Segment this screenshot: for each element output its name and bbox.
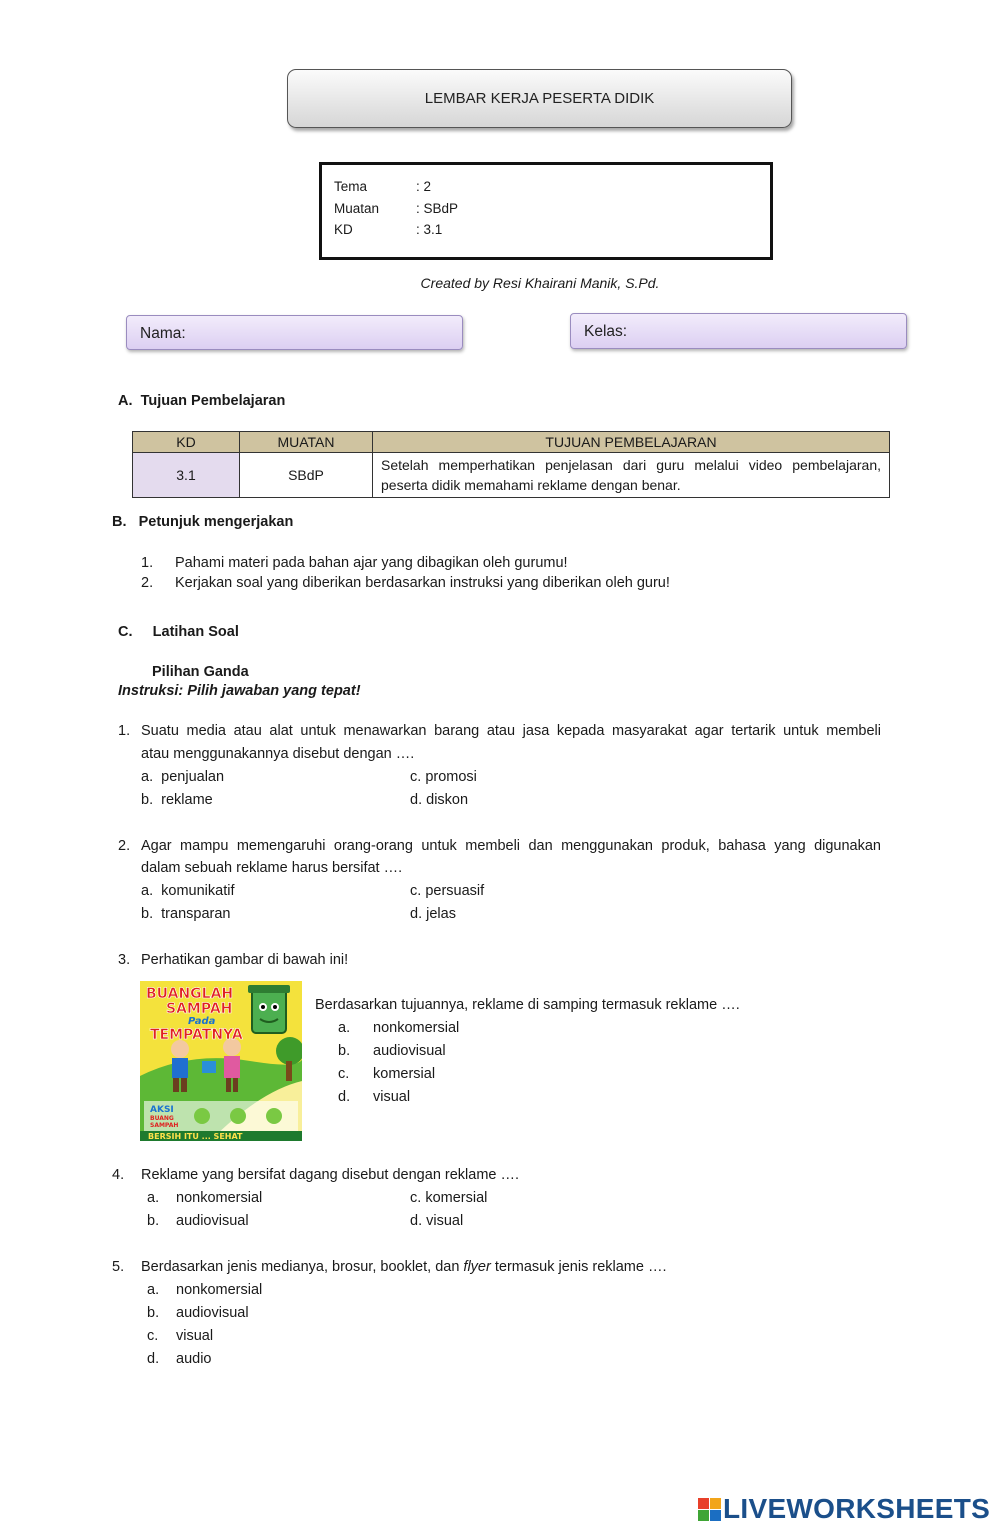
section-b-heading: [112, 514, 293, 530]
info-label: Muatan: [334, 201, 380, 216]
option[interactable]: [141, 880, 235, 903]
nama-label: Nama:: [140, 325, 186, 342]
learning-objectives-table: [132, 431, 890, 498]
question-text-cont: atau menggunakannya disebut dengan ….: [141, 746, 415, 762]
poster-aksi3: SAMPAH: [150, 1122, 179, 1129]
option-text: diskon: [426, 792, 469, 808]
option-text: visual: [176, 1328, 214, 1344]
option-text: visual: [426, 1213, 464, 1229]
option-letter: a.: [141, 883, 154, 899]
section-title: Latihan Soal: [152, 624, 239, 640]
option-text: audio: [176, 1351, 212, 1367]
info-row-tema: [334, 179, 431, 194]
question-number: 3.: [118, 952, 131, 968]
option-letter: d.: [410, 906, 423, 922]
section-title: Tujuan Pembelajaran: [140, 393, 286, 409]
table-header: TUJUAN PEMBELAJARAN: [373, 432, 890, 453]
option-letter: a.: [141, 769, 154, 785]
option-letter: a.: [147, 1190, 160, 1206]
option[interactable]: [147, 1210, 249, 1233]
question-number: 4.: [112, 1167, 125, 1183]
table-row: [133, 453, 890, 498]
option-letter: c.: [410, 1190, 422, 1206]
option[interactable]: [338, 1086, 411, 1109]
info-box: [319, 162, 773, 260]
option[interactable]: [338, 1063, 436, 1086]
table-header-row: [133, 432, 890, 453]
option-text: nonkomersial: [373, 1020, 460, 1036]
info-label: KD: [334, 222, 353, 237]
option-text: transparan: [161, 906, 231, 922]
info-row-kd: [334, 222, 442, 237]
section-letter: C.: [118, 624, 133, 640]
info-value: : 3.1: [416, 222, 443, 237]
kelas-field[interactable]: [570, 313, 907, 349]
question-number: 2.: [118, 838, 131, 854]
table-cell-muatan: SBdP: [240, 453, 373, 498]
table-cell-tujuan: Setelah memperhatikan penjelasan dari guru melalui video pembelajaran, peserta didik memahami reklame dengan benar.: [373, 453, 890, 498]
table-header: MUATAN: [240, 432, 373, 453]
poster-illustration: [140, 981, 302, 1141]
poster-line2: SAMPAH: [166, 1001, 233, 1017]
option-text: penjualan: [161, 769, 225, 785]
option-text: komersial: [373, 1066, 436, 1082]
option-letter: a.: [147, 1282, 160, 1298]
option[interactable]: [147, 1325, 214, 1348]
option[interactable]: [147, 1302, 249, 1325]
question-text-part: Berdasarkan jenis medianya, brosur, booklet, dan: [141, 1259, 464, 1275]
option-letter: b.: [147, 1213, 160, 1229]
section-letter: B.: [112, 514, 127, 530]
list-number: 2.: [141, 575, 154, 591]
poster-aksi: AKSI: [150, 1105, 174, 1115]
question-text: Agar mampu memengaruhi orang-orang untuk membeli dan menggunakan produk, bahasa yang digunakan: [141, 838, 881, 854]
option-letter: c.: [338, 1066, 350, 1082]
logo-badge-icon: [698, 1498, 721, 1521]
logo-text: LIVEWORKSHEETS: [723, 1493, 991, 1524]
option[interactable]: [410, 1210, 463, 1233]
list-item: [141, 572, 670, 595]
option[interactable]: [410, 880, 484, 903]
question-text-cont: dalam sebuah reklame harus bersifat ….: [141, 860, 403, 876]
option[interactable]: [410, 766, 477, 789]
question-text-part: termasuk jenis reklame ….: [490, 1259, 667, 1275]
option-text: audiovisual: [176, 1213, 249, 1229]
liveworksheets-logo: [698, 1493, 990, 1525]
question-number: 5.: [112, 1259, 125, 1275]
option[interactable]: [141, 903, 230, 926]
question-text: Suatu media atau alat untuk menawarkan barang atau jasa kepada masyarakat agar tertarik untuk membeli: [141, 723, 881, 739]
option-text: jelas: [426, 906, 456, 922]
option-text: audiovisual: [176, 1305, 249, 1321]
section-c-heading: [118, 624, 239, 640]
option[interactable]: [141, 766, 224, 789]
subheading: Pilihan Ganda: [152, 664, 249, 680]
question-text: Reklame yang bersifat dagang disebut dengan reklame ….: [141, 1167, 520, 1183]
info-value: : SBdP: [416, 201, 459, 216]
section-a-heading: [118, 393, 285, 409]
poster-aksi2: BUANG: [150, 1115, 174, 1122]
option[interactable]: [410, 789, 468, 812]
option[interactable]: [147, 1279, 263, 1302]
list-text: Pahami materi pada bahan ajar yang dibagikan oleh gurumu!: [175, 555, 568, 571]
option-text: komunikatif: [161, 883, 235, 899]
worksheet-title-text: LEMBAR KERJA PESERTA DIDIK: [424, 90, 655, 107]
option-text: promosi: [425, 769, 477, 785]
option-letter: b.: [141, 792, 154, 808]
option-letter: c.: [410, 769, 422, 785]
question-text-emphasis: flyer: [463, 1259, 491, 1275]
option[interactable]: [410, 1187, 487, 1210]
option-text: komersial: [425, 1190, 488, 1206]
option-text: nonkomersial: [176, 1190, 263, 1206]
kelas-label: Kelas:: [584, 323, 628, 340]
option-text: persuasif: [425, 883, 485, 899]
section-title: Petunjuk mengerjakan: [138, 514, 294, 530]
instruction: Instruksi: Pilih jawaban yang tepat!: [118, 683, 361, 699]
option[interactable]: [141, 789, 213, 812]
option[interactable]: [410, 903, 456, 926]
section-letter: A.: [118, 393, 133, 409]
question-text: [141, 1256, 667, 1279]
poster-line1: BUANGLAH: [146, 986, 234, 1002]
option-text: nonkomersial: [176, 1282, 263, 1298]
option-text: visual: [373, 1089, 411, 1105]
info-value: : 2: [416, 179, 432, 194]
option-letter: b.: [338, 1043, 351, 1059]
option-letter: d.: [410, 1213, 423, 1229]
option-letter: d.: [338, 1089, 351, 1105]
list-text: Kerjakan soal yang diberikan berdasarkan instruksi yang diberikan oleh guru!: [175, 575, 670, 591]
list-number: 1.: [141, 555, 154, 571]
poster-line4: TEMPATNYA: [150, 1027, 243, 1043]
question-prompt: Berdasarkan tujuannya, reklame di samping termasuk reklame ….: [315, 997, 740, 1013]
option-text: audiovisual: [373, 1043, 446, 1059]
table-header: KD: [133, 432, 240, 453]
nama-field[interactable]: [126, 315, 463, 350]
option[interactable]: [338, 1040, 446, 1063]
option-letter: b.: [141, 906, 154, 922]
option-text: reklame: [161, 792, 213, 808]
option-letter: b.: [147, 1305, 160, 1321]
option-letter: d.: [147, 1351, 160, 1367]
info-row-muatan: [334, 201, 458, 216]
info-label: Tema: [334, 179, 368, 194]
option-letter: d.: [410, 792, 423, 808]
option-letter: c.: [410, 883, 422, 899]
question-number: 1.: [118, 723, 131, 739]
option[interactable]: [338, 1017, 460, 1040]
poster-line3: Pada: [188, 1016, 216, 1027]
credit-line: Created by Resi Khairani Manik, S.Pd.: [420, 275, 660, 291]
question-text: Perhatikan gambar di bawah ini!: [141, 952, 349, 968]
poster-footer: BERSIH ITU ... SEHAT: [148, 1132, 243, 1141]
table-cell-kd: 3.1: [133, 453, 240, 498]
reklame-poster-image: [140, 981, 302, 1141]
worksheet-title: [287, 69, 792, 128]
option[interactable]: [147, 1348, 212, 1371]
option[interactable]: [147, 1187, 263, 1210]
option-letter: a.: [338, 1020, 351, 1036]
option-letter: c.: [147, 1328, 159, 1344]
